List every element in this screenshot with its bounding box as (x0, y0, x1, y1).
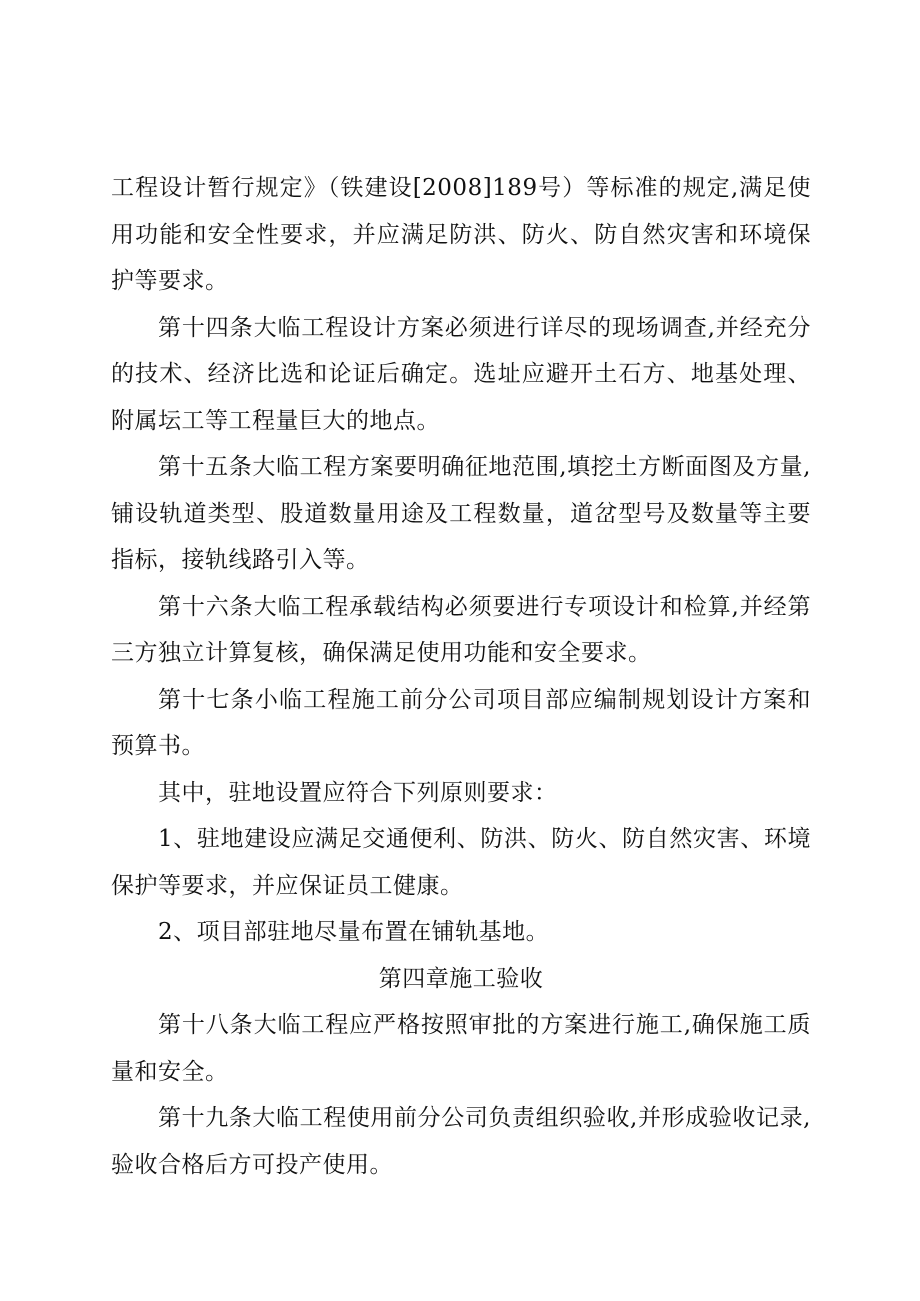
chapter-heading: 第四章施工验收 (378, 965, 544, 992)
paragraph-article-19: 第十九条大临工程使用前分公司负责组织验收,并形成验收记录,验收合格后方可投产使用。 (111, 1105, 811, 1178)
paragraph-station-rule-2: 2、项目部驻地尽量布置在铺轨基地。 (158, 919, 550, 945)
paragraph-station-rule-1: 1、驻地建设应满足交通便利、防洪、防火、防自然灾害、环境保护等要求，并应保证员工健康。 (111, 826, 811, 899)
paragraph-article-18: 第十八条大临工程应严格按照审批的方案进行施工,确保施工质量和安全。 (111, 1012, 811, 1085)
paragraph-article-15: 第十五条大临工程方案要明确征地范围,填挖土方断面图及方量,铺设轨道类型、股道数量用途及工程数量，道岔型号及数量等主要指标，接轨线路引入等。 (111, 454, 811, 573)
paragraph-station-intro: 其中，驻地设置应符合下列原则要求： (158, 779, 558, 806)
paragraph-article-16: 第十六条大临工程承载结构必须要进行专项设计和检算,并经第三方独立计算复核，确保满足使用功能和安全要求。 (111, 593, 811, 666)
paragraph-article-14: 第十四条大临工程设计方案必须进行详尽的现场调查,并经充分的技术、经济比选和论证后确定。选址应避开土石方、地基处理、附属坛工等工程量巨大的地点。 (111, 314, 811, 434)
document-body (111, 165, 811, 1188)
paragraph-article-17: 第十七条小临工程施工前分公司项目部应编制规划设计方案和预算书。 (111, 686, 811, 759)
paragraph-continuation: 工程设计暂行规定》（铁建设[2008]189号）等标准的规定,满足使用功能和安全性要求，并应满足防洪、防火、防自然灾害和环境保护等要求。 (111, 175, 811, 294)
